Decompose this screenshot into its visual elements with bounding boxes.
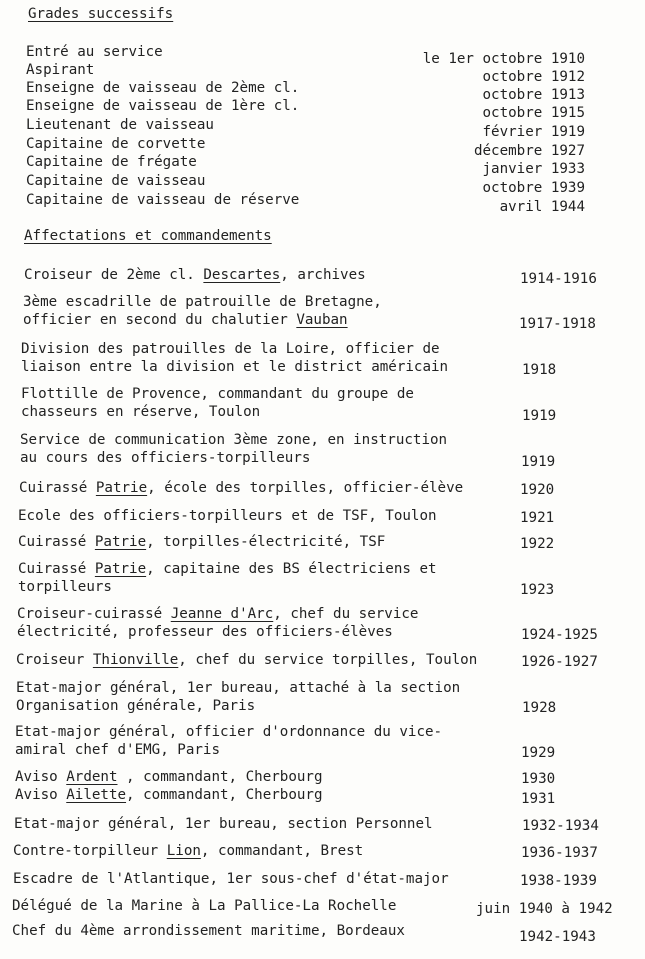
grade-date: le 1er octobre 1910 [422,51,585,67]
text-part: Escadre de l'Atlantique, 1er sous-chef d'état-major [13,871,449,887]
affectations-heading: Affectations et commandements [24,228,272,244]
text-part: , torpilles-électricité, TSF [146,534,386,550]
affectation-text-line2 [20,449,447,467]
affectation-text [16,651,477,669]
affectation-entry [14,815,599,834]
affectation-entry [13,842,598,861]
text-part: amiral chef d'EMG, Paris [15,742,220,758]
text-part: Cuirassé [18,561,95,577]
affectation-date: juin 1940 à 1942 [476,901,613,917]
affectation-date: 1918 [522,362,557,378]
affectation-text [12,897,396,915]
affectation-text-line2 [18,578,437,596]
affectation-entry [17,605,598,643]
affectation-entry [18,507,555,526]
affectation-text [12,922,405,940]
affectation-text [21,340,448,358]
affectation-date: 1928 [522,700,557,716]
ship-name: Patrie [94,561,147,577]
ship-name: Patrie [95,480,148,496]
affectation-text [15,768,323,786]
affectation-date: 1914-1916 [520,271,597,287]
affectation-text [20,431,447,449]
text-part: Cuirassé [18,534,95,550]
affectation-entry [20,431,556,470]
ship-name: Descartes [203,267,281,283]
affectation-text-line2 [16,697,460,715]
affectation-text-line2 [17,623,418,641]
text-part: Etat-major général, officier d'ordonnance du vice- [15,724,443,740]
affectation-date: 1917-1918 [519,316,596,332]
affectation-date: 1930 [521,771,556,787]
text-part: liaison entre la division et le district américain [21,359,449,375]
affectation-date: 1936-1937 [521,845,598,861]
ship-name: Patrie [94,534,147,550]
text-part: , commandant, Cherbourg [117,769,323,785]
grade-label: Lieutenant de vaisseau [26,117,214,133]
affectation-text [17,605,418,623]
affectation-entry [12,897,613,917]
text-part: au cours des officiers-torpilleurs [20,450,311,466]
ship-name: Jeanne d'Arc [170,606,274,622]
text-part: chasseurs en réserve, Toulon [21,404,261,420]
affectation-text [19,479,463,497]
text-part: Croiseur de 2ème cl. [24,267,204,283]
affectation-date: 1921 [520,510,555,526]
affectation-text [21,385,414,403]
grades-heading: Grades successifs [28,6,174,22]
grade-date: octobre 1913 [482,87,585,103]
affectation-text [13,842,363,860]
grade-label: Capitaine de corvette [26,136,206,152]
text-part: , école des torpilles, officier-élève [147,480,464,496]
text-part: Etat-major général, 1er bureau, attaché à la section [16,680,461,696]
affectation-entry [21,385,557,424]
affectation-entry [15,786,556,807]
grade-date: janvier 1933 [482,161,585,177]
affectation-date: 1931 [521,791,556,807]
text-part: , chef du service torpilles, Toulon [178,652,478,668]
grade-date: avril 1944 [499,199,585,215]
ship-name: Lion [166,843,201,859]
grade-label: Enseigne de vaisseau de 2ème cl. [26,80,300,96]
affectation-text-line2 [23,311,382,329]
text-part: Service de communication 3ème zone, en instruction [20,432,448,448]
grade-label: Capitaine de frégate [26,154,197,170]
text-part: Aviso [15,787,67,803]
affectation-date: 1924-1925 [521,627,598,643]
text-part: torpilleurs [18,579,112,595]
grade-date: octobre 1939 [482,180,585,196]
grade-date: février 1919 [482,124,585,140]
grade-label: Enseigne de vaisseau de 1ère cl. [26,98,300,114]
text-part: , capitaine des BS électriciens et [146,561,437,577]
text-part: Délégué de la Marine à La Pallice-La Rochelle [12,898,397,914]
affectation-text-line2 [15,741,442,759]
text-part: 3ème escadrille de patrouille de Bretagne, [23,294,382,310]
text-part: Contre-torpilleur [13,843,167,859]
affectation-date: 1919 [521,454,556,470]
text-part: , commandant, Cherbourg [126,787,323,803]
ship-name: Ardent [66,769,118,785]
text-part: Aviso [15,769,67,785]
text-part: électricité, professeur des officiers-élèves [17,624,393,640]
grade-label: Entré au service [26,44,163,60]
affectation-entry [16,679,557,716]
affectation-date: 1926-1927 [521,654,598,670]
affectation-entry [16,651,598,670]
grade-date: octobre 1912 [482,69,585,85]
affectation-entry [18,560,555,598]
text-part: Division des patrouilles de la Loire, officier de [21,341,440,357]
text-part: , commandant, Brest [200,843,364,859]
ship-name: Ailette [66,787,127,803]
text-part: officier en second du chalutier [23,312,297,328]
ship-name: Thionville [92,652,179,668]
affectation-text [13,870,449,888]
affectation-text [16,679,460,697]
affectation-entry [19,479,555,498]
affectation-text [18,507,437,525]
text-part: Etat-major général, 1er bureau, section Personnel [14,816,433,832]
text-part: Croiseur [16,652,93,668]
affectation-text [18,533,385,551]
affectation-text [15,786,323,804]
text-part: Chef du 4ème arrondissement maritime, Bordeaux [12,923,405,939]
affectation-date: 1920 [520,482,555,498]
affectation-entry [24,266,597,287]
affectation-text [24,266,366,284]
affectation-date: 1938-1939 [520,873,597,889]
affectation-entry [12,922,596,945]
text-part: Organisation générale, Paris [16,698,256,714]
affectation-text [23,293,382,311]
grade-label: Capitaine de vaisseau de réserve [26,192,300,208]
affectation-date: 1942-1943 [519,929,596,945]
text-part: Flottille de Provence, commandant du groupe de [21,386,414,402]
affectation-date: 1922 [520,536,555,552]
affectation-date: 1923 [520,582,555,598]
affectation-text [14,815,433,833]
text-part: Croiseur-cuirassé [17,606,171,622]
text-part: , chef du service [273,606,419,622]
grade-label: Aspirant [26,62,95,78]
affectation-date: 1919 [522,408,557,424]
grade-label: Capitaine de vaisseau [26,173,206,189]
affectation-entry [15,768,556,787]
text-part: , archives [280,267,366,283]
affectation-text-line2 [21,358,448,376]
grade-date: décembre 1927 [473,143,585,159]
grade-date: octobre 1915 [482,105,585,121]
ship-name: Vauban [296,312,348,328]
affectation-entry [18,533,555,552]
affectation-entry [13,870,597,889]
affectation-text-line2 [21,403,414,421]
affectation-entry [21,340,557,378]
affectation-date: 1932-1934 [522,818,599,834]
text-part: Ecole des officiers-torpilleurs et de TSF, Toulon [18,508,437,524]
affectation-text [18,560,437,578]
affectation-entry [23,293,596,332]
affectation-date: 1929 [521,745,556,761]
affectation-text [15,723,442,741]
affectation-entry [15,723,556,761]
text-part: Cuirassé [19,480,96,496]
